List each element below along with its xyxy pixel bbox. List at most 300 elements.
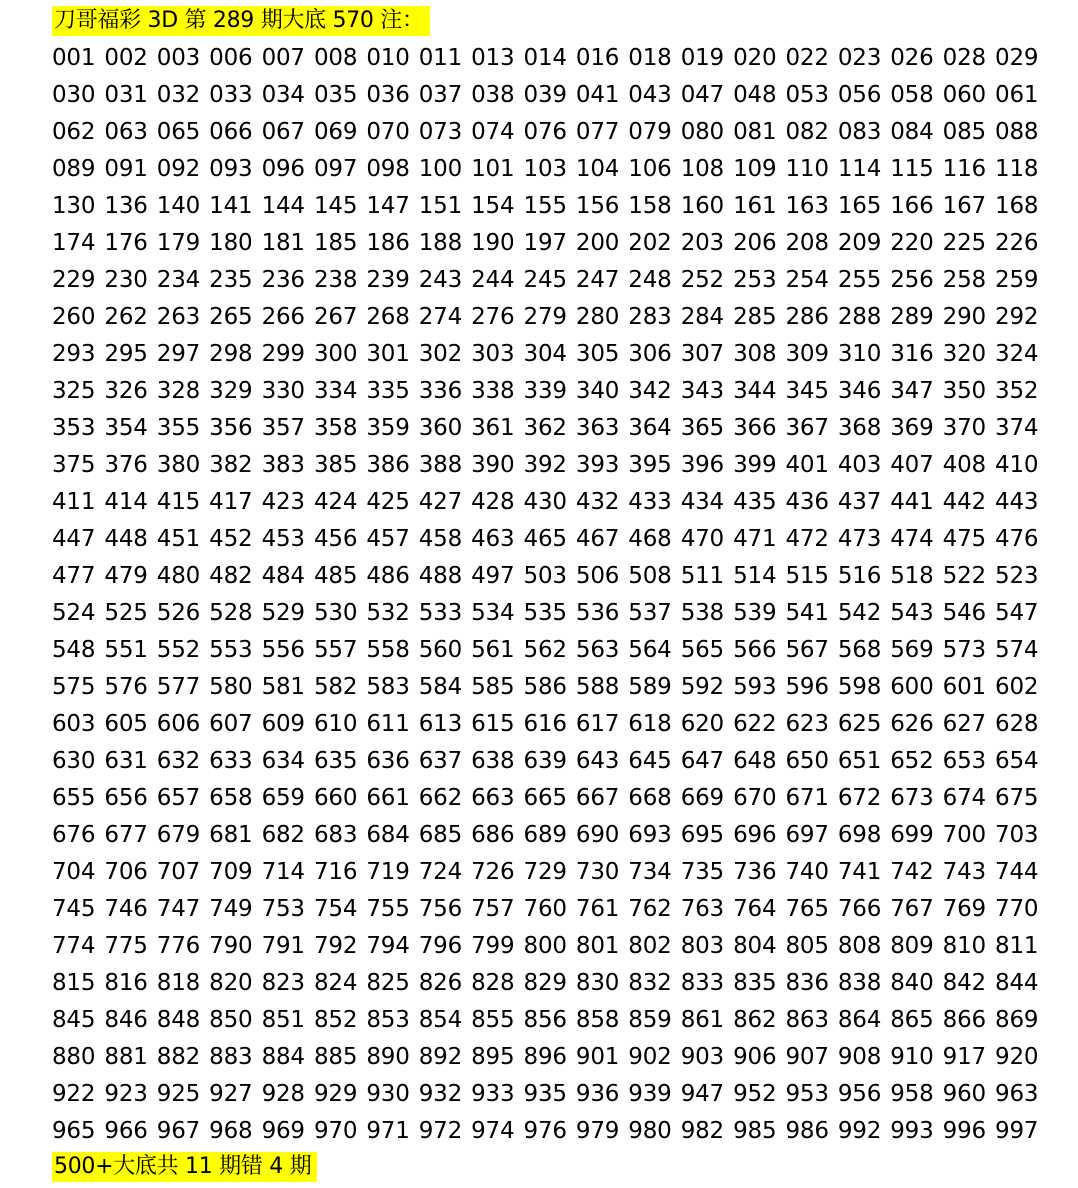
number-row: [52, 1002, 1052, 1039]
lottery-number: 953: [785, 1081, 829, 1107]
lottery-number: 103: [523, 156, 567, 182]
lottery-number: 108: [680, 156, 724, 182]
lottery-number: 671: [785, 785, 829, 811]
lottery-number: 639: [523, 748, 567, 774]
lottery-number: 838: [837, 970, 882, 996]
lottery-number: 755: [366, 896, 410, 922]
lottery-number: 267: [313, 304, 358, 330]
lottery-number: 145: [313, 193, 358, 219]
lottery-number: 036: [366, 82, 410, 108]
lottery-number: 433: [628, 489, 672, 515]
lottery-number: 325: [52, 378, 96, 404]
lottery-number: 569: [890, 637, 934, 663]
lottery-number: 596: [785, 674, 829, 700]
lottery-number: 537: [628, 600, 672, 626]
lottery-number: 365: [680, 415, 724, 441]
lottery-number: 538: [680, 600, 724, 626]
number-row: [52, 151, 1052, 188]
number-row: [52, 447, 1052, 484]
lottery-number: 580: [209, 674, 253, 700]
lottery-number: 002: [104, 45, 148, 71]
lottery-number: 039: [523, 82, 567, 108]
lottery-number: 825: [366, 970, 410, 996]
lottery-number: 308: [733, 341, 777, 367]
lottery-number: 749: [209, 896, 253, 922]
lottery-number: 096: [261, 156, 305, 182]
lottery-number: 532: [366, 600, 410, 626]
lottery-number: 689: [523, 822, 567, 848]
lottery-number: 524: [52, 600, 96, 626]
lottery-number: 767: [890, 896, 934, 922]
lottery-number: 310: [837, 341, 882, 367]
lottery-number: 526: [156, 600, 201, 626]
lottery-number: 245: [523, 267, 567, 293]
lottery-number: 174: [52, 230, 96, 256]
number-row: [52, 706, 1052, 743]
lottery-number: 411: [52, 489, 96, 515]
lottery-number: 254: [785, 267, 829, 293]
lottery-number: 853: [366, 1007, 410, 1033]
lottery-number: 028: [942, 45, 986, 71]
lottery-number: 167: [942, 193, 986, 219]
lottery-number: 823: [261, 970, 305, 996]
lottery-number: 041: [575, 82, 620, 108]
lottery-number: 963: [995, 1081, 1039, 1107]
lottery-number: 020: [733, 45, 777, 71]
lottery-number: 516: [837, 563, 882, 589]
lottery-number: 553: [209, 637, 253, 663]
lottery-number: 656: [104, 785, 148, 811]
lottery-number: 328: [156, 378, 201, 404]
lottery-number: 534: [471, 600, 515, 626]
lottery-number: 657: [156, 785, 201, 811]
number-row: [52, 743, 1052, 780]
lottery-number: 573: [942, 637, 986, 663]
lottery-number: 220: [890, 230, 934, 256]
number-row: [52, 484, 1052, 521]
lottery-number: 417: [209, 489, 253, 515]
lottery-number: 535: [523, 600, 567, 626]
lottery-number: 437: [837, 489, 882, 515]
lottery-number: 902: [628, 1044, 672, 1070]
lottery-number: 304: [523, 341, 567, 367]
lottery-number: 060: [942, 82, 986, 108]
number-row: [52, 595, 1052, 632]
lottery-number: 276: [471, 304, 515, 330]
lottery-number: 709: [209, 859, 253, 885]
lottery-number: 244: [471, 267, 515, 293]
lottery-number: 104: [575, 156, 620, 182]
lottery-number: 985: [733, 1118, 777, 1144]
lottery-number: 022: [785, 45, 829, 71]
lottery-number: 716: [313, 859, 358, 885]
lottery-number: 880: [52, 1044, 96, 1070]
lottery-number: 754: [313, 896, 358, 922]
lottery-number: 085: [942, 119, 986, 145]
lottery-number: 097: [313, 156, 358, 182]
lottery-number: 161: [733, 193, 777, 219]
number-row: [52, 188, 1052, 225]
lottery-number: 432: [575, 489, 620, 515]
lottery-number: 029: [995, 45, 1039, 71]
number-row: [52, 410, 1052, 447]
lottery-number: 476: [995, 526, 1039, 552]
number-row: [52, 77, 1052, 114]
lottery-number: 309: [785, 341, 829, 367]
lottery-number: 443: [995, 489, 1039, 515]
lottery-number: 864: [837, 1007, 882, 1033]
number-row: [52, 299, 1052, 336]
lottery-number: 339: [523, 378, 567, 404]
lottery-number: 035: [313, 82, 358, 108]
lottery-number: 676: [52, 822, 96, 848]
lottery-number: 635: [313, 748, 358, 774]
lottery-number: 073: [418, 119, 463, 145]
footer-note: 500+大底共 11 期错 4 期: [52, 1152, 317, 1182]
lottery-number: 756: [418, 896, 463, 922]
lottery-number: 636: [366, 748, 410, 774]
lottery-number: 279: [523, 304, 567, 330]
lottery-number: 630: [52, 748, 96, 774]
lottery-number: 805: [785, 933, 829, 959]
lottery-number: 726: [471, 859, 515, 885]
number-row: [52, 965, 1052, 1002]
lottery-number: 003: [156, 45, 201, 71]
lottery-number: 565: [680, 637, 724, 663]
lottery-number: 576: [104, 674, 148, 700]
lottery-number: 356: [209, 415, 253, 441]
lottery-number: 539: [733, 600, 777, 626]
number-row: [52, 114, 1052, 151]
lottery-number: 485: [313, 563, 358, 589]
lottery-number: 568: [837, 637, 882, 663]
lottery-number: 741: [837, 859, 882, 885]
lottery-number: 820: [209, 970, 253, 996]
lottery-number: 775: [104, 933, 148, 959]
lottery-number: 280: [575, 304, 620, 330]
lottery-number: 330: [261, 378, 305, 404]
lottery-number: 558: [366, 637, 410, 663]
lottery-number: 809: [890, 933, 934, 959]
number-row: [52, 1076, 1052, 1113]
lottery-number: 890: [366, 1044, 410, 1070]
number-row: [52, 558, 1052, 595]
lottery-number: 023: [837, 45, 882, 71]
lottery-number: 032: [156, 82, 201, 108]
lottery-number: 799: [471, 933, 515, 959]
lottery-number: 552: [156, 637, 201, 663]
lottery-number: 168: [995, 193, 1039, 219]
lottery-number: 729: [523, 859, 567, 885]
lottery-number: 844: [995, 970, 1039, 996]
lottery-number: 163: [785, 193, 829, 219]
lottery-number: 932: [418, 1081, 463, 1107]
lottery-number: 690: [575, 822, 620, 848]
lottery-number: 939: [628, 1081, 672, 1107]
lottery-number: 528: [209, 600, 253, 626]
lottery-number: 533: [418, 600, 463, 626]
lottery-number: 299: [261, 341, 305, 367]
lottery-number: 593: [733, 674, 777, 700]
lottery-number: 698: [837, 822, 882, 848]
lottery-number: 677: [104, 822, 148, 848]
lottery-number: 292: [995, 304, 1039, 330]
lottery-number: 682: [261, 822, 305, 848]
lottery-number: 114: [837, 156, 882, 182]
lottery-number: 859: [628, 1007, 672, 1033]
lottery-number: 982: [680, 1118, 724, 1144]
lottery-number: 089: [52, 156, 96, 182]
lottery-number: 268: [366, 304, 410, 330]
lottery-number: 428: [471, 489, 515, 515]
lottery-number: 076: [523, 119, 567, 145]
lottery-number: 307: [680, 341, 724, 367]
lottery-number: 482: [209, 563, 253, 589]
lottery-number: 815: [52, 970, 96, 996]
lottery-number: 350: [942, 378, 986, 404]
lottery-number: 472: [785, 526, 829, 552]
lottery-number: 586: [523, 674, 567, 700]
lottery-number: 685: [418, 822, 463, 848]
lottery-number: 661: [366, 785, 410, 811]
lottery-number: 883: [209, 1044, 253, 1070]
lottery-number: 306: [628, 341, 672, 367]
lottery-number: 209: [837, 230, 882, 256]
lottery-number: 508: [628, 563, 672, 589]
lottery-number: 804: [733, 933, 777, 959]
lottery-number: 760: [523, 896, 567, 922]
lottery-number: 226: [995, 230, 1039, 256]
lottery-number: 352: [995, 378, 1039, 404]
lottery-number: 743: [942, 859, 986, 885]
lottery-number: 582: [313, 674, 358, 700]
lottery-number: 625: [837, 711, 882, 737]
lottery-number: 385: [313, 452, 358, 478]
lottery-number: 403: [837, 452, 882, 478]
lottery-number: 424: [313, 489, 358, 515]
lottery-number: 575: [52, 674, 96, 700]
lottery-number: 842: [942, 970, 986, 996]
lottery-number: 796: [418, 933, 463, 959]
lottery-number: 414: [104, 489, 148, 515]
lottery-number: 425: [366, 489, 410, 515]
lottery-number: 380: [156, 452, 201, 478]
lottery-number: 542: [837, 600, 882, 626]
lottery-number: 848: [156, 1007, 201, 1033]
lottery-number: 800: [523, 933, 567, 959]
lottery-number: 929: [313, 1081, 358, 1107]
lottery-number: 930: [366, 1081, 410, 1107]
lottery-number: 066: [209, 119, 253, 145]
lottery-number: 480: [156, 563, 201, 589]
lottery-number: 603: [52, 711, 96, 737]
lottery-number: 082: [785, 119, 829, 145]
lottery-number: 101: [471, 156, 515, 182]
lottery-number: 956: [837, 1081, 882, 1107]
lottery-number: 829: [523, 970, 567, 996]
lottery-number: 506: [575, 563, 620, 589]
lottery-number: 855: [471, 1007, 515, 1033]
lottery-number: 618: [628, 711, 672, 737]
lottery-number: 468: [628, 526, 672, 552]
lottery-number: 151: [418, 193, 463, 219]
lottery-number: 686: [471, 822, 515, 848]
lottery-number: 190: [471, 230, 515, 256]
lottery-number: 320: [942, 341, 986, 367]
lottery-number: 155: [523, 193, 567, 219]
lottery-number: 958: [890, 1081, 934, 1107]
lottery-number: 968: [209, 1118, 253, 1144]
number-row: [52, 1039, 1052, 1076]
lottery-number: 154: [471, 193, 515, 219]
lottery-number: 475: [942, 526, 986, 552]
lottery-number: 920: [995, 1044, 1039, 1070]
lottery-number: 297: [156, 341, 201, 367]
lottery-number: 588: [575, 674, 620, 700]
lottery-number: 334: [313, 378, 358, 404]
lottery-number: 648: [733, 748, 777, 774]
lottery-number: 026: [890, 45, 934, 71]
lottery-number: 367: [785, 415, 829, 441]
number-row: [52, 632, 1052, 669]
lottery-number: 436: [785, 489, 829, 515]
lottery-number: 486: [366, 563, 410, 589]
lottery-number: 382: [209, 452, 253, 478]
lottery-number: 345: [785, 378, 829, 404]
lottery-number: 197: [523, 230, 567, 256]
lottery-number: 699: [890, 822, 934, 848]
lottery-number: 816: [104, 970, 148, 996]
number-row: [52, 891, 1052, 928]
lottery-number: 188: [418, 230, 463, 256]
lottery-number: 896: [523, 1044, 567, 1070]
lottery-number: 056: [837, 82, 882, 108]
lottery-number: 892: [418, 1044, 463, 1070]
lottery-number: 065: [156, 119, 201, 145]
lottery-number: 010: [366, 45, 410, 71]
lottery-number: 033: [209, 82, 253, 108]
lottery-number: 427: [418, 489, 463, 515]
lottery-number: 744: [995, 859, 1039, 885]
lottery-number: 034: [261, 82, 305, 108]
lottery-number: 477: [52, 563, 96, 589]
lottery-number: 456: [313, 526, 358, 552]
lottery-number: 901: [575, 1044, 620, 1070]
lottery-number: 248: [628, 267, 672, 293]
lottery-number: 615: [471, 711, 515, 737]
lottery-number: 543: [890, 600, 934, 626]
lottery-number: 396: [680, 452, 724, 478]
lottery-number: 303: [471, 341, 515, 367]
lottery-number: 979: [575, 1118, 620, 1144]
lottery-number: 399: [733, 452, 777, 478]
lottery-number: 557: [313, 637, 358, 663]
lottery-number: 610: [313, 711, 358, 737]
lottery-number: 665: [523, 785, 567, 811]
lottery-number: 851: [261, 1007, 305, 1033]
lottery-number: 895: [471, 1044, 515, 1070]
lottery-number: 262: [104, 304, 148, 330]
lottery-number: 631: [104, 748, 148, 774]
lottery-number: 253: [733, 267, 777, 293]
lottery-number: 753: [261, 896, 305, 922]
lottery-number: 467: [575, 526, 620, 552]
lottery-number: 976: [523, 1118, 567, 1144]
lottery-number: 451: [156, 526, 201, 552]
lottery-number: 669: [680, 785, 724, 811]
lottery-number: 091: [104, 156, 148, 182]
lottery-number: 906: [733, 1044, 777, 1070]
lottery-number: 364: [628, 415, 672, 441]
lottery-number: 092: [156, 156, 201, 182]
lottery-number: 070: [366, 119, 410, 145]
lottery-number: 346: [837, 378, 882, 404]
lottery-number: 393: [575, 452, 620, 478]
lottery-number: 577: [156, 674, 201, 700]
lottery-number: 329: [209, 378, 253, 404]
lottery-number: 410: [995, 452, 1039, 478]
lottery-number: 828: [471, 970, 515, 996]
lottery-number: 206: [733, 230, 777, 256]
lottery-number: 683: [313, 822, 358, 848]
lottery-number: 523: [995, 563, 1039, 589]
lottery-number: 589: [628, 674, 672, 700]
lottery-number: 434: [680, 489, 724, 515]
number-list: [52, 40, 1052, 1150]
lottery-number: 031: [104, 82, 148, 108]
lottery-number: 258: [942, 267, 986, 293]
lottery-number: 655: [52, 785, 96, 811]
lottery-number: 288: [837, 304, 882, 330]
lottery-number: 762: [628, 896, 672, 922]
lottery-number: 861: [680, 1007, 724, 1033]
lottery-number: 203: [680, 230, 724, 256]
lottery-number: 585: [471, 674, 515, 700]
lottery-number: 289: [890, 304, 934, 330]
lottery-number: 473: [837, 526, 882, 552]
lottery-number: 810: [942, 933, 986, 959]
lottery-number: 452: [209, 526, 253, 552]
lottery-number: 651: [837, 748, 882, 774]
lottery-number: 326: [104, 378, 148, 404]
lottery-number: 300: [313, 341, 358, 367]
lottery-number: 908: [837, 1044, 882, 1070]
lottery-number: 832: [628, 970, 672, 996]
lottery-number: 935: [523, 1081, 567, 1107]
lottery-number: 693: [628, 822, 672, 848]
document: [52, 6, 1052, 1182]
lottery-number: 846: [104, 1007, 148, 1033]
lottery-number: 511: [680, 563, 724, 589]
lottery-number: 858: [575, 1007, 620, 1033]
lottery-number: 566: [733, 637, 777, 663]
lottery-number: 632: [156, 748, 201, 774]
number-row: [52, 817, 1052, 854]
lottery-number: 011: [418, 45, 463, 71]
lottery-number: 343: [680, 378, 724, 404]
lottery-number: 283: [628, 304, 672, 330]
lottery-number: 862: [733, 1007, 777, 1033]
footer: [52, 1152, 1052, 1182]
lottery-number: 423: [261, 489, 305, 515]
lottery-number: 928: [261, 1081, 305, 1107]
lottery-number: 274: [418, 304, 463, 330]
lottery-number: 548: [52, 637, 96, 663]
lottery-number: 530: [313, 600, 358, 626]
lottery-number: 448: [104, 526, 148, 552]
lottery-number: 659: [261, 785, 305, 811]
lottery-number: 176: [104, 230, 148, 256]
